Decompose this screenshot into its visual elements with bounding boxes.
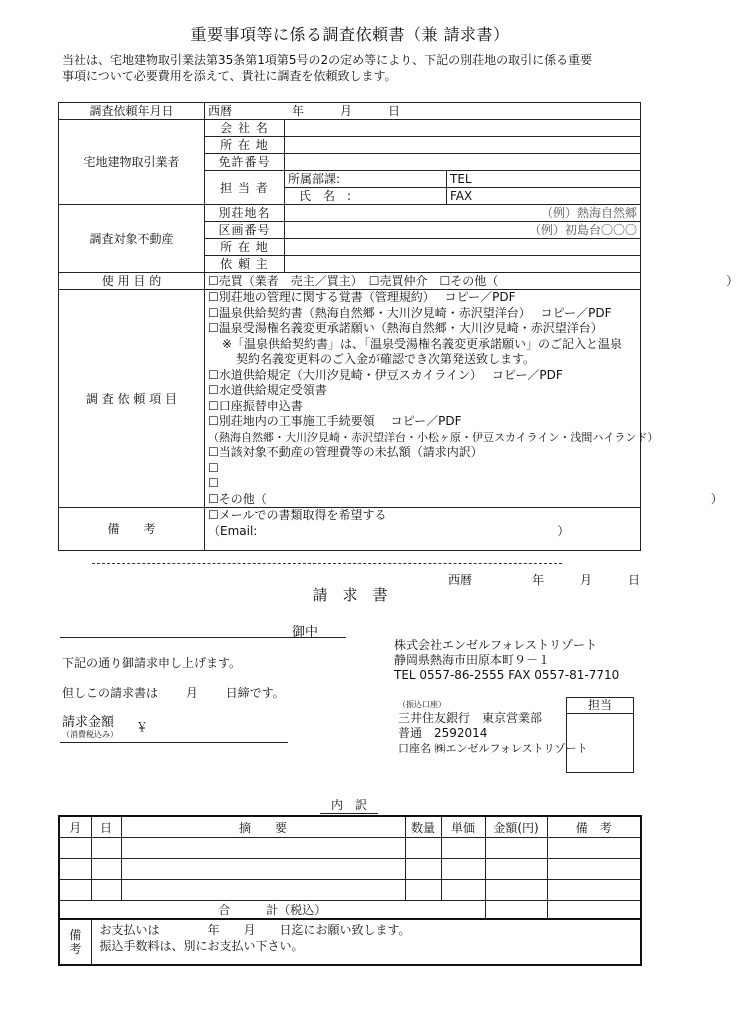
issuer-block bbox=[394, 638, 619, 683]
tel-field[interactable]: TEL bbox=[447, 171, 641, 188]
issuer-contact: TEL 0557-86-2555 FAX 0557-81-7710 bbox=[394, 668, 620, 682]
bank-name: 三井住友銀行 東京営業部 bbox=[398, 711, 543, 725]
item-agreement-checkbox[interactable]: ☐別荘地の管理に関する覚書（管理規約） コピー／PDF bbox=[208, 290, 516, 304]
item-blank-checkbox[interactable]: ☐ bbox=[208, 476, 219, 490]
agent-address-label: 所 在 地 bbox=[205, 137, 285, 154]
item-hotspring-contract-checkbox[interactable]: ☐温泉供給契約書（熱海自然郷・大川汐見崎・赤沢望洋台） コピー／PDF bbox=[208, 305, 612, 320]
request-form-table bbox=[58, 102, 738, 551]
item-unpaid-fees-checkbox[interactable]: ☐当該対象不動産の管理費等の未払額（請求内訳） bbox=[208, 445, 483, 459]
total-amount[interactable] bbox=[485, 901, 547, 920]
item-note: ※「温泉供給契約書」は、「温泉受湯権名義変更承諾願い」のご記入と温泉 bbox=[222, 336, 623, 351]
client-field[interactable] bbox=[285, 256, 641, 273]
header-month: 月 bbox=[59, 816, 91, 838]
header-remarks: 備 考 bbox=[547, 816, 641, 838]
bank-account-name: 口座名 ㈱エンゼルフォレストリゾート bbox=[398, 742, 588, 755]
items-list bbox=[205, 290, 723, 508]
payment-deadline: お支払いは 年 月 日迄にお願い致します。 bbox=[99, 923, 411, 937]
cut-line bbox=[92, 563, 562, 564]
invoice-date: 西暦 年 月 日 bbox=[448, 573, 641, 587]
property-address-field[interactable] bbox=[285, 239, 641, 256]
amount-sub-label: （消費税込み） bbox=[62, 730, 118, 739]
breakdown-title: 内 訳 bbox=[320, 796, 378, 814]
stamp-box bbox=[566, 697, 634, 773]
yen-symbol: ￥ bbox=[136, 720, 149, 734]
table-row bbox=[59, 859, 641, 880]
purpose-label: 使 用 目 的 bbox=[59, 273, 205, 290]
intro-text bbox=[62, 52, 652, 84]
client-label: 依 頼 主 bbox=[205, 256, 285, 273]
item-hotspring-transfer-checkbox[interactable]: ☐温泉受湯権名義変更承諾願い（熱海自然郷・大川汐見崎・赤沢望洋台） bbox=[208, 321, 603, 335]
villa-name-label: 別荘地名 bbox=[205, 205, 285, 222]
stamp-label: 担当 bbox=[567, 698, 633, 714]
table-row bbox=[59, 880, 641, 901]
header-day: 日 bbox=[91, 816, 121, 838]
items-label: 調 査 依 頼 項 目 bbox=[59, 290, 205, 508]
item-blank-checkbox[interactable]: ☐ bbox=[208, 460, 219, 475]
bank-block bbox=[398, 711, 588, 756]
item-water-receipt-checkbox[interactable]: ☐水道供給規定受領書 bbox=[208, 383, 327, 397]
issuer-company: 株式会社エンゼルフォレストリゾート bbox=[394, 638, 598, 652]
item-water-supply-checkbox[interactable]: ☐水道供給規定（大川汐見崎・伊豆スカイライン） コピー／PDF bbox=[208, 367, 563, 382]
email-request-checkbox[interactable]: ☐メールでの書類取得を希望する（Email: ） bbox=[205, 508, 641, 551]
request-date-label: 調査依頼年月日 bbox=[59, 103, 205, 120]
total-row bbox=[59, 901, 641, 920]
department-field[interactable]: 所属部課: bbox=[285, 171, 447, 188]
invoice-line2: 但しこの請求書は 月 日締です。 bbox=[62, 686, 285, 700]
item-note: 契約名義変更料のご入金が確認でき次第発送致します。 bbox=[236, 352, 536, 366]
purpose-options[interactable]: ☐売買（業者 売主／買主） ☐売買仲介 ☐その他（ ） bbox=[205, 273, 641, 290]
fax-field[interactable]: FAX bbox=[447, 188, 641, 205]
payment-note bbox=[91, 919, 641, 965]
invoice-title: 請 求 書 bbox=[312, 586, 388, 604]
agent-address-field[interactable] bbox=[285, 137, 641, 154]
header-description: 摘 要 bbox=[121, 816, 405, 838]
onchu-label: 御中 bbox=[292, 625, 319, 640]
intro-line: 事項について必要費用を添えて、貴社に調査を依頼致します。 bbox=[62, 69, 397, 83]
invoice-line1: 下記の通り御請求申し上げます。 bbox=[62, 656, 242, 670]
amount-field[interactable] bbox=[60, 708, 288, 743]
item-note: （熱海自然郷・大川汐見崎・赤沢望洋台・小松ヶ原・伊豆スカイライン・浅間ハイランド） bbox=[208, 430, 659, 444]
breakdown-table bbox=[58, 815, 642, 966]
lot-number-label: 区画番号 bbox=[205, 222, 285, 239]
note-label: 備考 bbox=[59, 919, 91, 965]
villa-name-field[interactable]: （例）熱海自然郷 bbox=[285, 205, 641, 222]
header-amount: 金額(円) bbox=[485, 816, 547, 838]
company-name-field[interactable] bbox=[285, 120, 641, 137]
license-label: 免許番号 bbox=[205, 154, 285, 171]
header-unit-price: 単価 bbox=[441, 816, 485, 838]
total-label: 合 計（税込） bbox=[59, 901, 485, 920]
license-field[interactable] bbox=[285, 154, 641, 171]
request-date-field[interactable]: 西暦 年 月 日 bbox=[205, 103, 641, 120]
payment-fee-note: 振込手数料は、別にお支払い下さい。 bbox=[99, 939, 304, 953]
intro-line: 当社は、宅地建物取引業法第35条第1項第5号の2の定め等により、下記の別荘地の取引に係る重要 bbox=[62, 53, 593, 67]
property-label: 調査対象不動産 bbox=[59, 205, 205, 273]
item-other-checkbox[interactable]: ☐その他（ ） bbox=[208, 491, 723, 506]
property-address-label: 所 在 地 bbox=[205, 239, 285, 256]
amount-label: 請求金額 bbox=[62, 715, 115, 730]
bank-label: （振込口座） bbox=[398, 700, 446, 709]
total-remarks[interactable] bbox=[547, 901, 641, 920]
staff-label: 担 当 者 bbox=[205, 171, 285, 205]
item-construction-checkbox[interactable]: ☐別荘地内の工事施工手続要領 コピー／PDF bbox=[208, 414, 462, 428]
header-quantity: 数量 bbox=[405, 816, 441, 838]
company-name-label: 会 社 名 bbox=[205, 120, 285, 137]
bank-account: 普通 2592014 bbox=[398, 726, 488, 740]
issuer-address: 静岡県熱海市田原本町９－１ bbox=[394, 653, 551, 667]
staff-name-field[interactable]: 氏 名 : bbox=[285, 188, 447, 205]
remarks-label: 備 考 bbox=[59, 508, 205, 551]
recipient-field[interactable] bbox=[60, 619, 346, 638]
document-title: 重要事項等に係る調査依頼書（兼 請求書） bbox=[190, 25, 510, 44]
table-row bbox=[59, 838, 641, 859]
item-account-transfer-checkbox[interactable]: ☐口座振替申込書 bbox=[208, 398, 303, 413]
lot-number-field[interactable]: （例）初島台〇〇〇 bbox=[285, 222, 641, 239]
agent-label: 宅地建物取引業者 bbox=[59, 120, 205, 205]
